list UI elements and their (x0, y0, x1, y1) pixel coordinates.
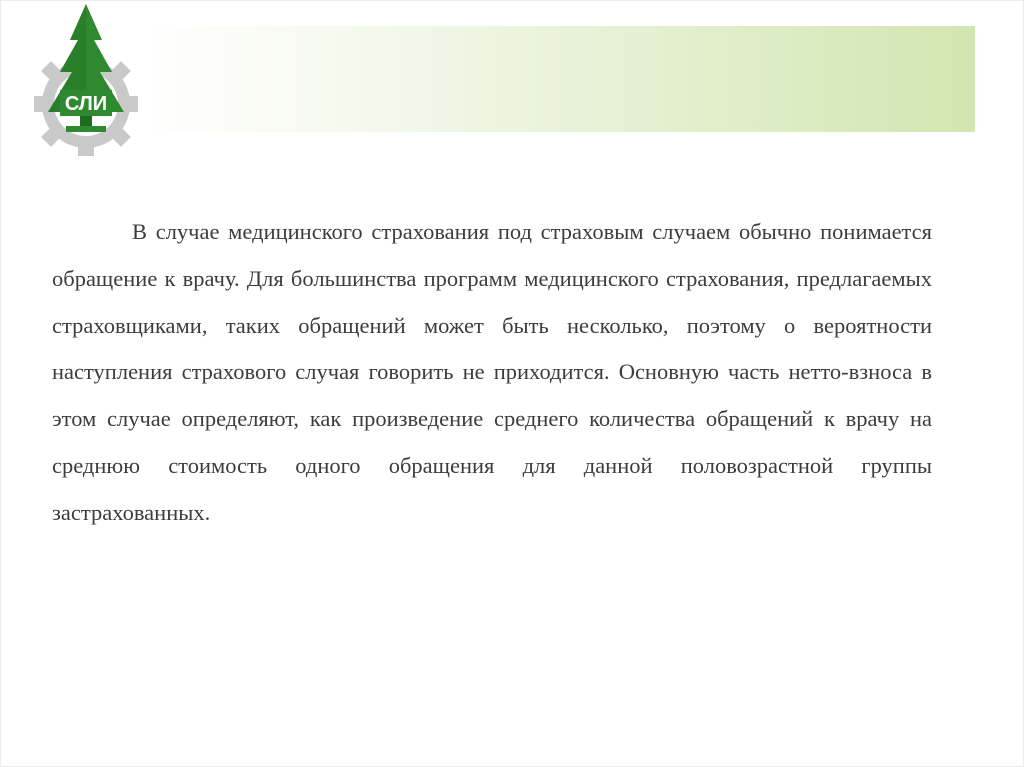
body-paragraph: В случае медицинского страхования под страховым случаем обычно понимается обращение к врачу. Для большинства программ медицинского страхования, предлагаемых страховщиками, таких обращений может быть несколько, поэтому о вероятности наступления страхового случая говорить не приходится. Основную часть нетто-взноса в этом случае определяют, как произведение среднего количества обращений к врачу на среднюю стоимость одного обращения для данной половозрастной группы застрахованных. (52, 219, 932, 525)
logo-text: СЛИ (64, 93, 108, 115)
sli-tree-gear-logo-icon (30, 4, 142, 156)
header-band (140, 26, 975, 132)
